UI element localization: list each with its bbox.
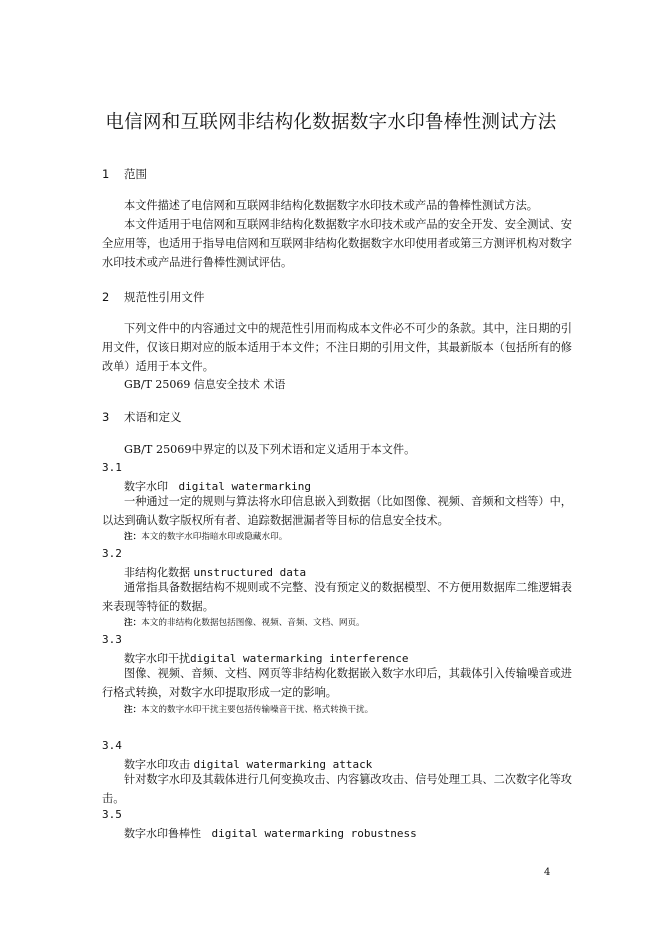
page-number: 4 <box>544 867 551 878</box>
clause-number: 3.2 <box>102 547 122 560</box>
term-note <box>124 703 373 715</box>
section-heading-scope <box>102 166 147 182</box>
note-label: 注： <box>124 618 142 628</box>
note-label: 注： <box>124 532 142 542</box>
section-number: 2 <box>102 290 110 304</box>
note-text: 本文的数字水印干扰主要包括传输噪音干扰、格式转换干扰。 <box>141 705 374 715</box>
section-heading-normative <box>102 289 205 305</box>
term-zh: 数字水印鲁棒性 <box>124 827 201 840</box>
scope-paragraph-1: 本文件描述了电信网和互联网非结构化数据数字水印技术或产品的鲁棒性测试方法。 <box>124 199 538 212</box>
term-definition: 一种通过一定的规则与算法将水印信息嵌入到数据（比如图像、视频、音频和文档等）中，以达到确认数字版权所有者、追踪数据泄漏者等目标的信息安全技术。 <box>102 495 572 527</box>
term-note <box>124 530 287 542</box>
term-definition: 图像、视频、音频、文档、网页等非结构化数据嵌入数字水印后，其载体引入传输噪音或进行格式转换，对数字水印提取形成一定的影响。 <box>102 667 572 699</box>
term-zh: 数字水印攻击 <box>124 758 190 771</box>
term-en: digital watermarking robustness <box>211 827 417 840</box>
term-en: digital watermarking attack <box>193 758 373 771</box>
term-definition: 通常指具备数据结构不规则或不完整、没有预定义的数据模型、不方便用数据库二维逻辑表来表现等特征的数据。 <box>102 581 572 613</box>
clause-number: 3.4 <box>102 739 122 752</box>
section-title: 范围 <box>124 167 147 181</box>
section-number: 1 <box>102 167 110 181</box>
clause-number: 3.3 <box>102 633 122 646</box>
section-title: 规范性引用文件 <box>124 290 205 304</box>
term-zh: 数字水印 <box>124 480 168 493</box>
section-number: 3 <box>102 410 110 424</box>
term-note <box>124 616 365 628</box>
term-heading <box>124 825 417 841</box>
normative-reference: GB/T 25069 信息安全技术 术语 <box>124 378 286 391</box>
normative-paragraph: 下列文件中的内容通过文中的规范性引用而构成本文件必不可少的条款。其中，注日期的引用文件，仅该日期对应的版本适用于本文件；不注日期的引用文件，其最新版本（包括所有的修改单）适用于本文件。 <box>102 322 572 373</box>
scope-paragraph-2: 本文件适用于电信网和互联网非结构化数据数字水印技术或产品的安全开发、安全测试、安全应用等，也适用于指导电信网和互联网非结构化数据数字水印使用者或第三方测评机构对数字水印技术或产品进行鲁棒性测试评估。 <box>102 218 572 269</box>
note-label: 注： <box>124 705 142 715</box>
document-title: 电信网和互联网非结构化数据数字水印鲁棒性测试方法 <box>105 112 557 133</box>
term-zh: 数字水印干扰 <box>124 652 190 665</box>
term-en: digital watermarking <box>178 480 311 493</box>
section-title: 术语和定义 <box>124 410 182 424</box>
clause-number: 3.1 <box>102 461 122 474</box>
section-heading-terms <box>102 409 182 425</box>
term-en: digital watermarking interference <box>190 652 409 665</box>
term-zh: 非结构化数据 <box>124 566 190 579</box>
term-en: unstructured data <box>193 566 307 579</box>
terms-intro: GB/T 25069中界定的以及下列术语和定义适用于本文件。 <box>124 443 416 456</box>
note-text: 本文的数字水印指暗水印或隐藏水印。 <box>141 532 288 542</box>
term-definition: 针对数字水印及其载体进行几何变换攻击、内容篡改攻击、信号处理工具、二次数字化等攻击。 <box>102 773 572 805</box>
note-text: 本文的非结构化数据包括图像、视频、音频、文档、网页。 <box>141 618 365 628</box>
clause-number: 3.5 <box>102 808 122 821</box>
